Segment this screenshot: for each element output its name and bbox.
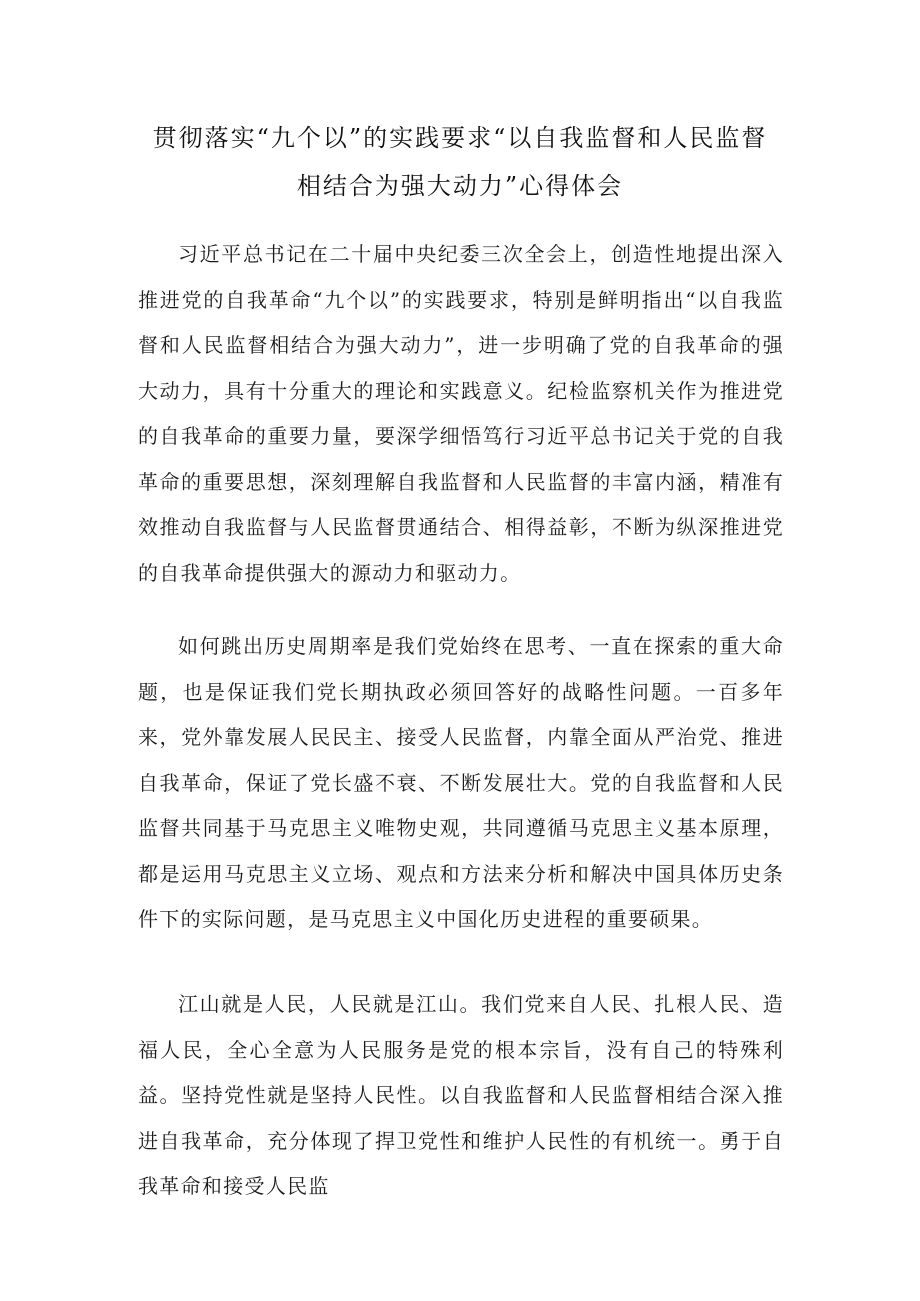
paragraph-1: 习近平总书记在二十届中央纪委三次全会上，创造性地提出深入推进党的自我革命“九个以”的实践要求，特别是鲜明指出“以自我监督和人民监督相结合为强大动力”，进一步明确了党的自我革命的强大动力，具有十分重大的理论和实践意义。纪检监察机关作为推进党的自我革命的重要力量，要深学细悟笃行习近平总书记关于党的自我革命的重要思想，深刻理解自我监督和人民监督的丰富内涵，精准有效推动自我监督与人民监督贯通结合、相得益彰，不断为纵深推进党的自我革命提供强大的源动力和驱动力。 [138,242,784,585]
document-title-line-2: 相结合为强大动力”心得体会 [296,172,624,200]
paragraph-3: 江山就是人民，人民就是江山。我们党来自人民、扎根人民、造福人民，全心全意为人民服务是党的根本宗旨，没有自己的特殊利益。坚持党性就是坚持人民性。以自我监督和人民监督相结合深入推进自我革命，充分体现了捍卫党性和维护人民性的有机统一。勇于自我革命和接受人民监 [138,992,784,1198]
document-title-line-1: 贯彻落实“九个以”的实践要求“以自我监督和人民监督 [152,124,768,152]
paragraph-2: 如何跳出历史周期率是我们党始终在思考、一直在探索的重大命题，也是保证我们党长期执政必须回答好的战略性问题。一百多年来，党外靠发展人民民主、接受人民监督，内靠全面从严治党、推进自我革命，保证了党长盛不衰、不断发展壮大。党的自我监督和人民监督共同基于马克思主义唯物史观，共同遵循马克思主义基本原理，都是运用马克思主义立场、观点和方法来分析和解决中国具体历史条件下的实际问题，是马克思主义中国化历史进程的重要硕果。 [138,634,784,931]
